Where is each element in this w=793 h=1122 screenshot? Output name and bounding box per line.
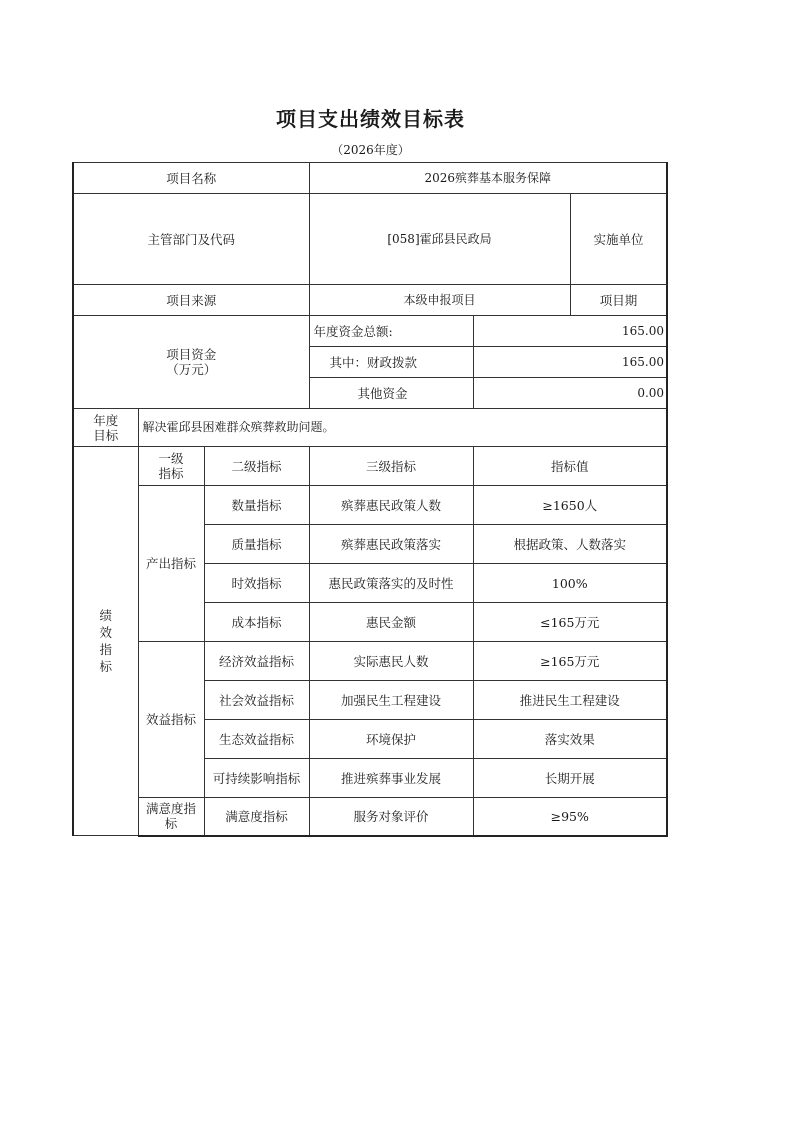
annual-goal-text: 解决霍邱县困难群众殡葬救助问题。 [138,409,667,447]
annual-goal-label-line1: 年度 [93,412,119,428]
period-label: 项目期 [570,285,667,316]
funds-total-label: 年度资金总额: [309,316,473,347]
performance-table [72,162,668,837]
department-value: [058]霍邱县民政局 [309,194,570,285]
source-value: 本级申报项目 [309,285,570,316]
level2-cell: 可持续影响指标 [204,759,309,798]
project-name-label: 项目名称 [73,163,309,194]
funds-fiscal-value: 165.00 [473,347,667,378]
level2-cell: 成本指标 [204,603,309,642]
value-cell: 落实效果 [473,720,667,759]
level1-header [138,447,204,486]
level2-cell: 时效指标 [204,564,309,603]
value-cell: ≥95% [473,798,667,836]
funds-total-row [73,316,667,347]
indicator-row [73,798,667,836]
indicator-header-row [73,447,667,486]
project-name-value: 2026殡葬基本服务保障 [309,163,667,194]
level3-cell: 惠民政策落实的及时性 [309,564,473,603]
annual-goal-label-line2: 目标 [93,427,119,443]
funds-label-cell [73,316,309,409]
value-cell: 根据政策、人数落实 [473,525,667,564]
level3-cell: 加强民生工程建设 [309,681,473,720]
indicator-row [73,486,667,525]
level3-cell: 殡葬惠民政策落实 [309,525,473,564]
level3-cell: 服务对象评价 [309,798,473,836]
level2-cell: 生态效益指标 [204,720,309,759]
source-row [73,285,667,316]
indicator-row [73,642,667,681]
level3-header: 三级指标 [309,447,473,486]
level2-cell: 社会效益指标 [204,681,309,720]
funds-label: 项目资金 [166,347,217,362]
funds-other-value: 0.00 [473,378,667,409]
department-row [73,194,667,285]
level3-cell: 推进殡葬事业发展 [309,759,473,798]
funds-other-label: 其他资金 [309,378,473,409]
source-label: 项目来源 [73,285,309,316]
level1-header-line2: 指标 [158,466,184,481]
level2-cell: 满意度指标 [204,798,309,836]
value-cell: ≤165万元 [473,603,667,642]
output-indicators-label: 产出指标 [138,486,204,642]
department-label: 主管部门及代码 [73,194,309,285]
funds-unit: （万元） [166,362,217,377]
performance-indicators-label: 绩效指标 [99,608,112,674]
level3-cell: 环境保护 [309,720,473,759]
page-title: 项目支出绩效目标表 [276,107,465,131]
funds-total-value: 165.00 [473,316,667,347]
value-cell: ≥1650人 [473,486,667,525]
value-cell: ≥165万元 [473,642,667,681]
fiscal-year: （2026年度） [331,143,410,157]
value-cell: 100% [473,564,667,603]
project-name-row [73,163,667,194]
performance-indicators-label-cell [73,447,138,836]
value-cell: 推进民生工程建设 [473,681,667,720]
level3-cell: 惠民金额 [309,603,473,642]
level2-cell: 经济效益指标 [204,642,309,681]
benefit-indicators-label: 效益指标 [138,642,204,798]
level3-cell: 实际惠民人数 [309,642,473,681]
level2-cell: 数量指标 [204,486,309,525]
implementer-label: 实施单位 [570,194,667,285]
level3-cell: 殡葬惠民政策人数 [309,486,473,525]
funds-fiscal-label: 其中：财政拨款 [309,347,473,378]
annual-goal-row [73,409,667,447]
annual-goal-label [73,409,138,447]
satisfaction-indicators-label: 满意度指标 [138,798,204,836]
level2-cell: 质量指标 [204,525,309,564]
level2-header: 二级指标 [204,447,309,486]
value-cell: 长期开展 [473,759,667,798]
level1-header-line1: 一级 [158,451,184,466]
value-header: 指标值 [473,447,667,486]
